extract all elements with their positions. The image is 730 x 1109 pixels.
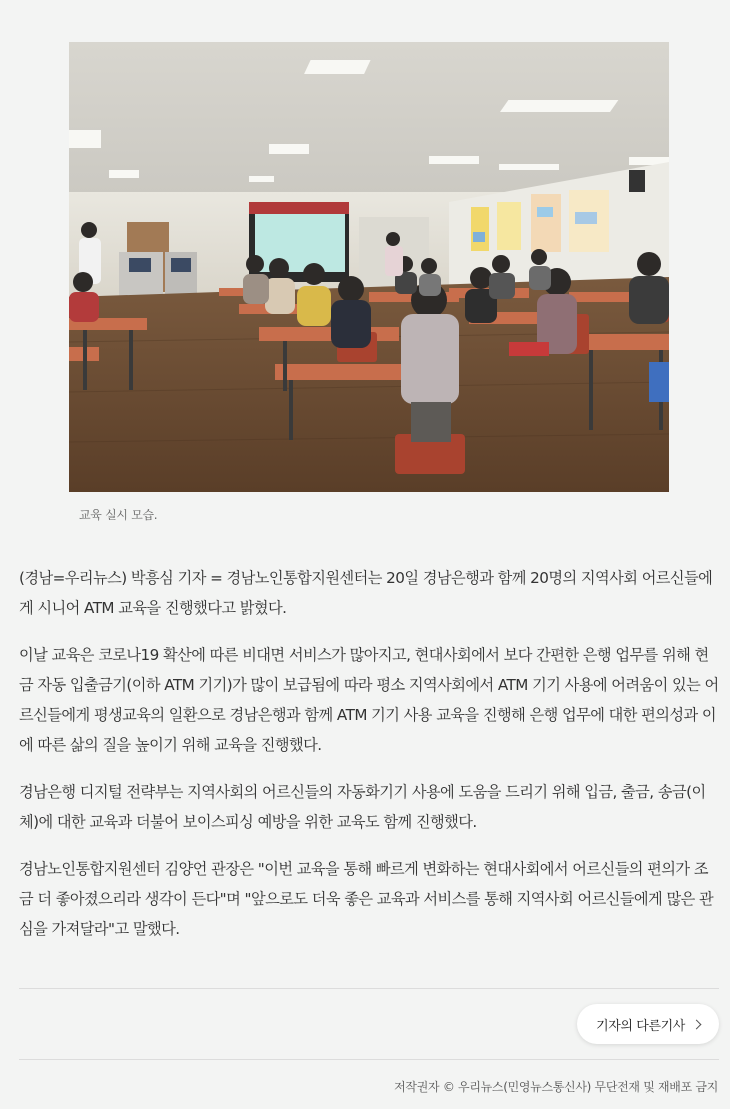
article-paragraph: 이날 교육은 코로나19 확산에 따른 비대면 서비스가 많아지고, 현대사회에서 보다 간편한 은행 업무를 위해 현금 자동 입출금기(이하 ATM 기기)가 많이 보급됨에 따라 평소 지역사회에서 ATM 기기 사용에 어려움이 있는 어르신들에게 평생교육의 일환으로 경남은행과 함께 ATM 기기 사용 교육을 진행해 은행 업무에 대한 편의성과 이에 따른 삶의 질을 높이기 위해 교육을 진행했다. bbox=[19, 646, 719, 754]
reporter-other-articles-button[interactable] bbox=[577, 1004, 719, 1044]
photo-caption: 교육 실시 모습. bbox=[79, 508, 158, 522]
reporter-other-articles-label: 기자의 다른기사 bbox=[596, 1018, 685, 1034]
article-paragraph: 경남은행 디지털 전략부는 지역사회의 어르신들의 자동화기기 사용에 도움을 드리기 위해 입금, 출금, 송금(이체)에 대한 교육과 더불어 보이스피싱 예방을 위한 교육도 함께 진행했다. bbox=[19, 783, 706, 831]
article-paragraph: (경남=우리뉴스) 박흥심 기자 = 경남노인통합지원센터는 20일 경남은행과 함께 20명의 지역사회 어르신들에게 시니어 ATM 교육을 진행했다고 밝혔다. bbox=[19, 569, 713, 617]
classroom-photo-illustration bbox=[69, 42, 669, 492]
chevron-right-icon bbox=[691, 1019, 701, 1029]
section-divider bbox=[19, 988, 719, 989]
article-paragraph: 경남노인통합지원센터 김양언 관장은 "이번 교육을 통해 빠르게 변화하는 현대사회에서 어르신들의 편의가 조금 더 좋아졌으리라 생각이 든다"며 "앞으로도 더욱 좋은 교육과 서비스를 통해 지역사회 어르신들에게 많은 관심을 가져달라"고 말했다. bbox=[19, 860, 714, 938]
copyright-notice: 저작권자 © 우리뉴스(민영뉴스통신사) 무단전재 및 재배포 금지 bbox=[394, 1080, 718, 1094]
footer-divider bbox=[19, 1059, 719, 1060]
article-photo bbox=[69, 42, 669, 492]
article-body bbox=[19, 563, 719, 961]
